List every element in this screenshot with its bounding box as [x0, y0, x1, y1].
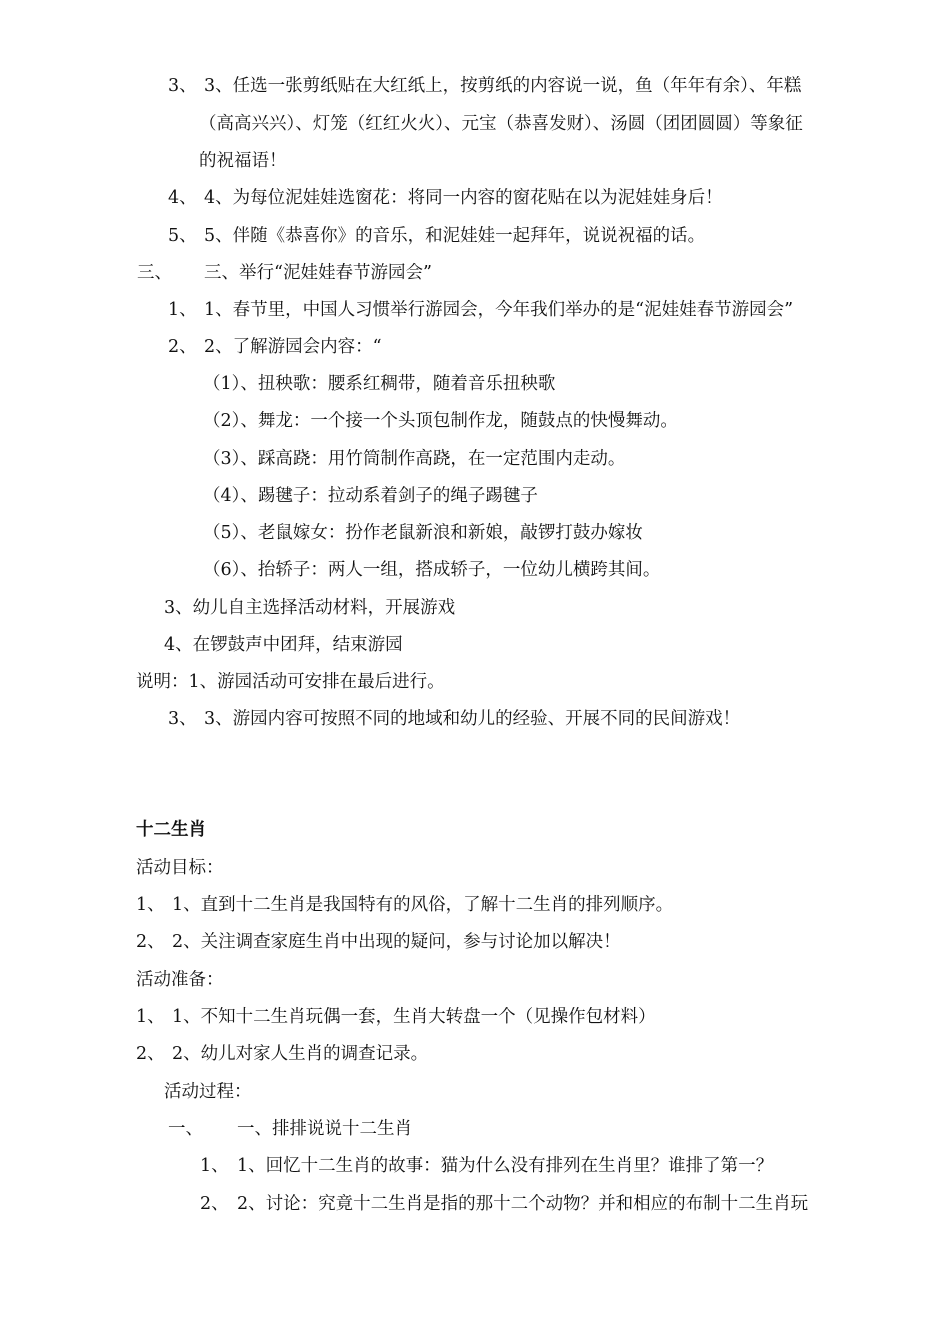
process-label: 活动过程： [164, 1082, 252, 1102]
list-text: 1、回忆十二生肖的故事：猫为什么没有排列在生肖里？谁排了第一？ [237, 1156, 774, 1176]
step-marker: 一、 [168, 1119, 203, 1139]
list-marker: 2、 [136, 1044, 165, 1064]
list-text: 2、关注调查家庭生肖中出现的疑问，参与讨论加以解决！ [172, 932, 621, 952]
list-marker: 1、 [200, 1156, 229, 1176]
list-marker: 1、 [136, 1007, 165, 1027]
list-marker: 2、 [136, 932, 165, 952]
list-text: 4、为每位泥娃娃选窗花：将同一内容的窗花贴在以为泥娃娃身后！ [204, 188, 723, 208]
list-text: 3、游园内容可按照不同的地域和幼儿的经验、开展不同的民间游戏！ [204, 709, 741, 729]
sub-item: （6）、抬轿子：两人一组，搭成轿子，一位幼儿横跨其间。 [203, 560, 661, 580]
list-marker: 4、 [168, 188, 197, 208]
list-text: 1、直到十二生肖是我国特有的风俗，了解十二生肖的排列顺序。 [172, 895, 674, 915]
sub-item: （4）、踢毽子：拉动系着剑子的绳子踢毽子 [203, 486, 538, 506]
note: 说明：1、游园活动可安排在最后进行。 [136, 672, 445, 692]
list-text: 1、春节里，中国人习惯举行游园会，今年我们举办的是“泥娃娃春节游园会” [204, 300, 794, 320]
list-text: 5、伴随《恭喜你》的音乐，和泥娃娃一起拜年，说说祝福的话。 [204, 226, 706, 246]
sub-item: （5）、老鼠嫁女：扮作老鼠新浪和新娘，敲锣打鼓办嫁妆 [203, 523, 643, 543]
list-text: 3、任选一张剪纸贴在大红纸上，按剪纸的内容说一说，鱼（年年有余）、年糕 [204, 76, 802, 96]
list-marker: 2、 [168, 337, 197, 357]
list-marker: 5、 [168, 226, 197, 246]
list-text: 1、不知十二生肖玩偶一套，生肖大转盘一个（见操作包材料） [172, 1007, 656, 1027]
section-title: 十二生肖 [136, 820, 206, 840]
list-text: 2、了解游园会内容：“ [204, 337, 382, 357]
list-text-continuation: 的祝福语！ [199, 151, 287, 171]
list-marker: 1、 [136, 895, 165, 915]
list-text: 2、讨论：究竟十二生肖是指的那十二个动物？并和相应的布制十二生肖玩 [237, 1194, 809, 1214]
list-item: 4、在锣鼓声中团拜，结束游园 [164, 635, 403, 655]
list-marker: 3、 [168, 76, 197, 96]
sub-item: （3）、踩高跷：用竹筒制作高跷，在一定范围内走动。 [203, 449, 626, 469]
prep-label: 活动准备： [136, 970, 224, 990]
heading-marker: 三、 [137, 263, 172, 283]
list-marker: 2、 [200, 1194, 229, 1214]
heading-text: 三、举行“泥娃娃春节游园会” [204, 263, 432, 283]
list-text-continuation: （高高兴兴）、灯笼（红红火火）、元宝（恭喜发财）、汤圆（团团圆圆）等象征 [199, 114, 803, 134]
list-text: 2、幼儿对家人生肖的调查记录。 [172, 1044, 429, 1064]
list-marker: 1、 [168, 300, 197, 320]
sub-item: （2）、舞龙：一个接一个头顶包制作龙，随鼓点的快慢舞动。 [203, 411, 678, 431]
goals-label: 活动目标： [136, 858, 224, 878]
list-item: 3、幼儿自主选择活动材料，开展游戏 [164, 598, 456, 618]
step-text: 一、排排说说十二生肖 [237, 1119, 412, 1139]
sub-item: （1）、扭秧歌：腰系红稠带，随着音乐扭秧歌 [203, 374, 556, 394]
list-marker: 3、 [168, 709, 197, 729]
